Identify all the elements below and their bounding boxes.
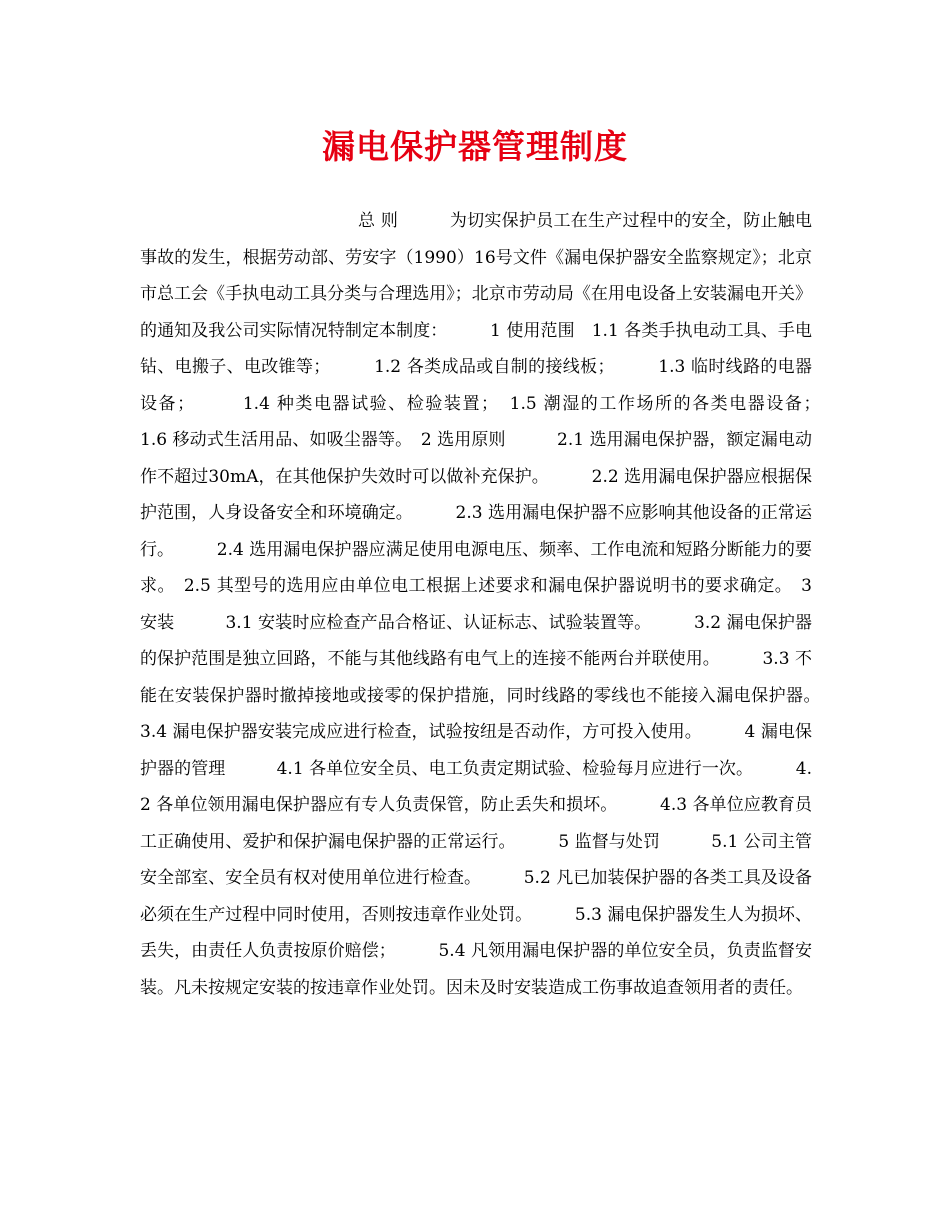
document-title: 漏电保护器管理制度: [322, 127, 628, 166]
document-body: 总 则 为切实保护员工在生产过程中的安全，防止触电事故的发生，根据劳动部、劳安字（1990）16号文件《漏电保护器安全监察规定》；北京市总工会《手执电动工具分类与合理选用》；北京市劳动局《在用电设备上安装漏电开关》的通知及我公司实际情况特制定本制度： 1 使用范围 1.1 各类手执电动工具、手电钻、电搬子、电改锥等； 1.2 各类成品或自制的接线板； 1.3 临时线路的电器设备； 1.4 种类电器试验、检验装置； 1.5 潮湿的工作场所的各类电器设备； 1.6 移动式生活用品、如吸尘器等。 2 选用原则 2.1 选用漏电保护器，额定漏电动作不超过30mA，在其他保护失效时可以做补充保护。 2.2 选用漏电保护器应根据保护范围，人身设备安全和环境确定。 2.3 选用漏电保护器不应影响其他设备的正常运行。 2.4 选用漏电保护器应满足使用电源电压、频率、工作电流和短路分断能力的要求。 2.5 其型号的选用应由单位电工根据上述要求和漏电保护器说明书的要求确定。 3 安装 3.1 安装时应检查产品合格证、认证标志、试验装置等。 3.2 漏电保护器的保护范围是独立回路，不能与其他线路有电气上的连接不能两台并联使用。 3.3 不能在安装保护器时撤掉接地或接零的保护措施，同时线路的零线也不能接入漏电保护器。 3.4 漏电保护器安装完成应进行检查，试验按纽是否动作，方可投入使用。 4 漏电保护器的管理 4.1 各单位安全员、电工负责定期试验、检验每月应进行一次。 4.2 各单位领用漏电保护器应有专人负责保管，防止丢失和损坏。 4.3 各单位应教育员工正确使用、爱护和保护漏电保护器的正常运行。 5 监督与处罚 5.1 公司主管安全部室、安全员有权对使用单位进行检查。 5.2 凡已加装保护器的各类工具及设备必须在生产过程中同时使用，否则按违章作业处罚。 5.3 漏电保护器发生人为损坏、丢失，由责任人负责按原价赔偿； 5.4 凡领用漏电保护器的单位安全员，负责监督安装。凡未按规定安装的按违章作业处罚。因未及时安装造成工伤事故追查领用者的责任。: [140, 211, 863, 998]
